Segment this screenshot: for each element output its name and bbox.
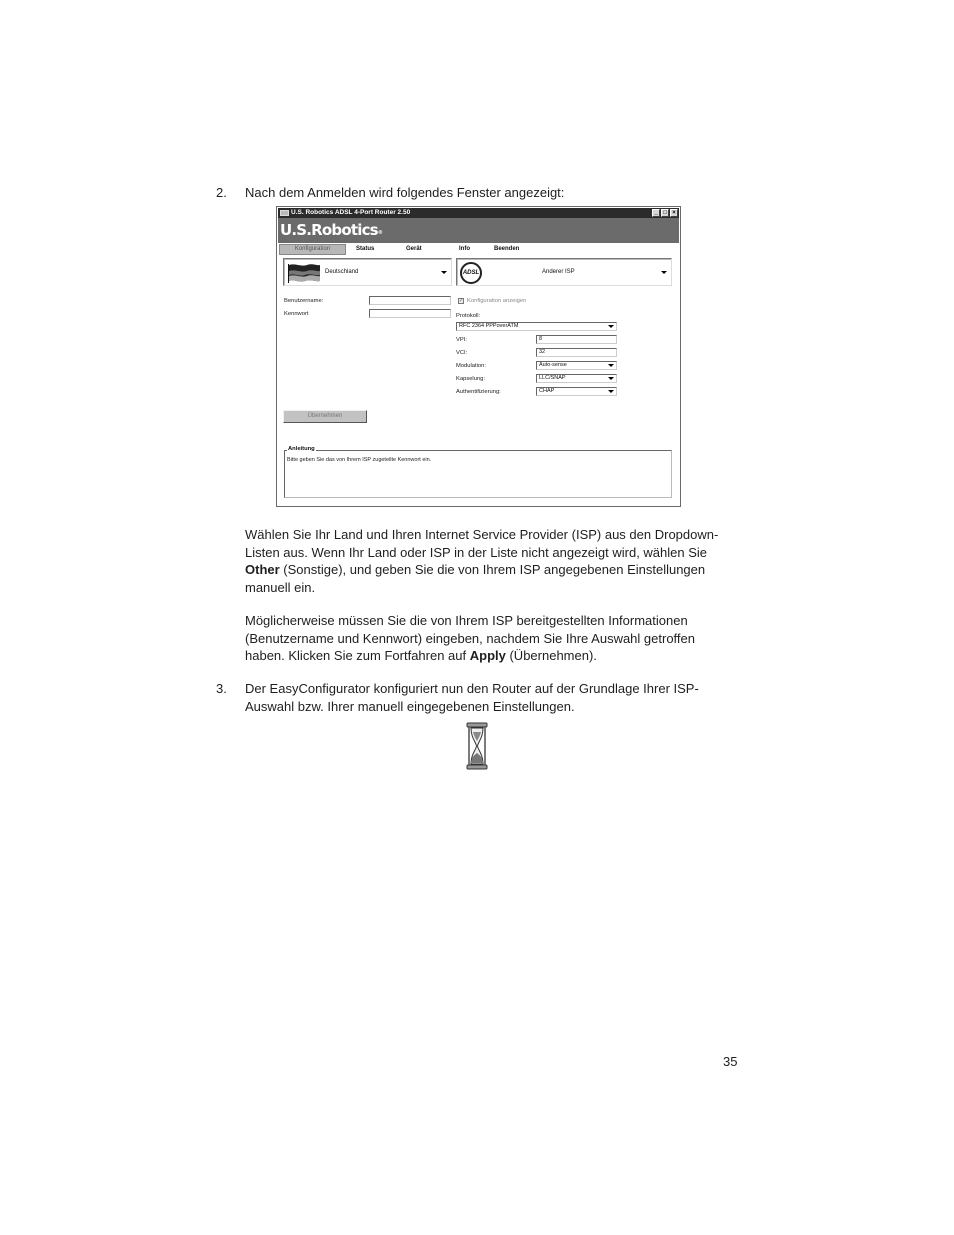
protocol-value: RFC 2364 PPPoverATM xyxy=(459,323,519,329)
text-line: Der EasyConfigurator konfiguriert nun den Router auf der Grundlage Ihrer ISP- xyxy=(245,681,699,696)
apply-button[interactable]: Übernehmen xyxy=(283,410,367,423)
encapsulation-select[interactable] xyxy=(536,374,617,383)
encapsulation-label: Kapselung: xyxy=(456,376,486,382)
bold-term: Apply xyxy=(469,648,506,663)
vpi-field[interactable]: 8 xyxy=(536,335,617,344)
bold-term: Other xyxy=(245,562,280,577)
usrobotics-logo: U.S.Robotics® xyxy=(280,221,383,239)
tab-geraet[interactable]: Gerät xyxy=(406,246,422,252)
step-number: 3. xyxy=(216,681,227,696)
close-button[interactable]: × xyxy=(670,209,678,217)
chevron-down-icon xyxy=(608,377,614,380)
brand-banner xyxy=(278,218,679,243)
window-titlebar xyxy=(278,208,679,218)
password-field[interactable] xyxy=(369,309,451,318)
instructions-legend: Anleitung xyxy=(288,446,315,452)
text-line: (Benutzername und Kennwort) eingeben, nachdem Sie Ihre Auswahl getroffen xyxy=(245,630,695,646)
step-2-intro: Nach dem Anmelden wird folgendes Fenster angezeigt: xyxy=(245,185,565,200)
step-number: 2. xyxy=(216,185,227,200)
show-config-checkbox[interactable]: ✓ xyxy=(459,298,464,304)
password-label: Kennwort xyxy=(284,311,309,317)
text-line: haben. Klicken Sie zum Fortfahren auf Apply (Übernehmen). xyxy=(245,648,597,663)
chevron-down-icon xyxy=(661,271,667,274)
router-config-window xyxy=(276,206,681,507)
auth-label: Authentifizierung: xyxy=(456,389,501,395)
auth-select[interactable] xyxy=(536,387,617,396)
paragraph-select-isp xyxy=(245,526,718,596)
isp-value: Anderer ISP xyxy=(542,269,575,275)
protocol-label: Protokoll: xyxy=(456,313,481,319)
text-line: Wählen Sie Ihr Land und Ihren Internet Service Provider (ISP) aus den Dropdown- xyxy=(245,527,719,542)
isp-select[interactable] xyxy=(456,258,672,286)
chevron-down-icon xyxy=(608,325,614,328)
username-field[interactable] xyxy=(369,296,451,305)
modulation-value: Auto-sense xyxy=(539,362,567,368)
minimize-button[interactable]: _ xyxy=(652,209,660,217)
country-value: Deutschland xyxy=(325,269,359,275)
adsl-icon: ADSL xyxy=(460,262,482,284)
text-line: manuell ein. xyxy=(245,579,316,595)
chevron-down-icon xyxy=(608,390,614,393)
text-line: Auswahl bzw. Ihrer manuell eingegebenen Einstellungen. xyxy=(245,698,575,714)
tab-status[interactable]: Status xyxy=(356,246,375,252)
instructions-text: Bitte geben Sie das von Ihrem ISP zugeteilte Kennwort ein. xyxy=(287,457,432,463)
country-select[interactable] xyxy=(283,258,452,286)
menu-bar xyxy=(278,244,679,254)
show-config-label: Konfiguration anzeigen xyxy=(467,298,527,304)
modulation-select[interactable] xyxy=(536,361,617,370)
step-3-text xyxy=(245,680,699,715)
window-title: U.S. Robotics ADSL 4-Port Router 2.50 xyxy=(291,209,411,216)
page-number: 35 xyxy=(723,1054,738,1069)
username-label: Benutzername: xyxy=(284,298,324,304)
paragraph-enter-credentials xyxy=(245,612,695,665)
instructions-group xyxy=(284,446,672,498)
chevron-down-icon xyxy=(608,364,614,367)
tab-konfiguration[interactable]: Konfiguration xyxy=(279,244,346,255)
protocol-select[interactable] xyxy=(456,322,617,331)
text-line: Möglicherweise müssen Sie die von Ihrem ISP bereitgestellten Informationen xyxy=(245,613,688,628)
vci-label: VCI: xyxy=(456,350,468,356)
modulation-label: Modulation: xyxy=(456,363,486,369)
auth-value: CHAP xyxy=(539,388,555,394)
hourglass-icon xyxy=(464,722,490,770)
flag-icon xyxy=(287,263,321,283)
tab-beenden[interactable]: Beenden xyxy=(494,246,520,252)
text-line: Listen aus. Wenn Ihr Land oder ISP in der Liste nicht angezeigt wird, wählen Sie xyxy=(245,544,708,560)
encapsulation-value: LLC/SNAP xyxy=(539,375,566,381)
text-line: Other (Sonstige), und geben Sie die von Ihrem ISP angegebenen Einstellungen xyxy=(245,562,706,577)
vci-field[interactable]: 32 xyxy=(536,348,617,357)
app-icon xyxy=(280,210,289,216)
chevron-down-icon xyxy=(441,271,447,274)
tab-info[interactable]: Info xyxy=(459,246,470,252)
maximize-button[interactable]: □ xyxy=(661,209,669,217)
vpi-label: VPI: xyxy=(456,337,467,343)
